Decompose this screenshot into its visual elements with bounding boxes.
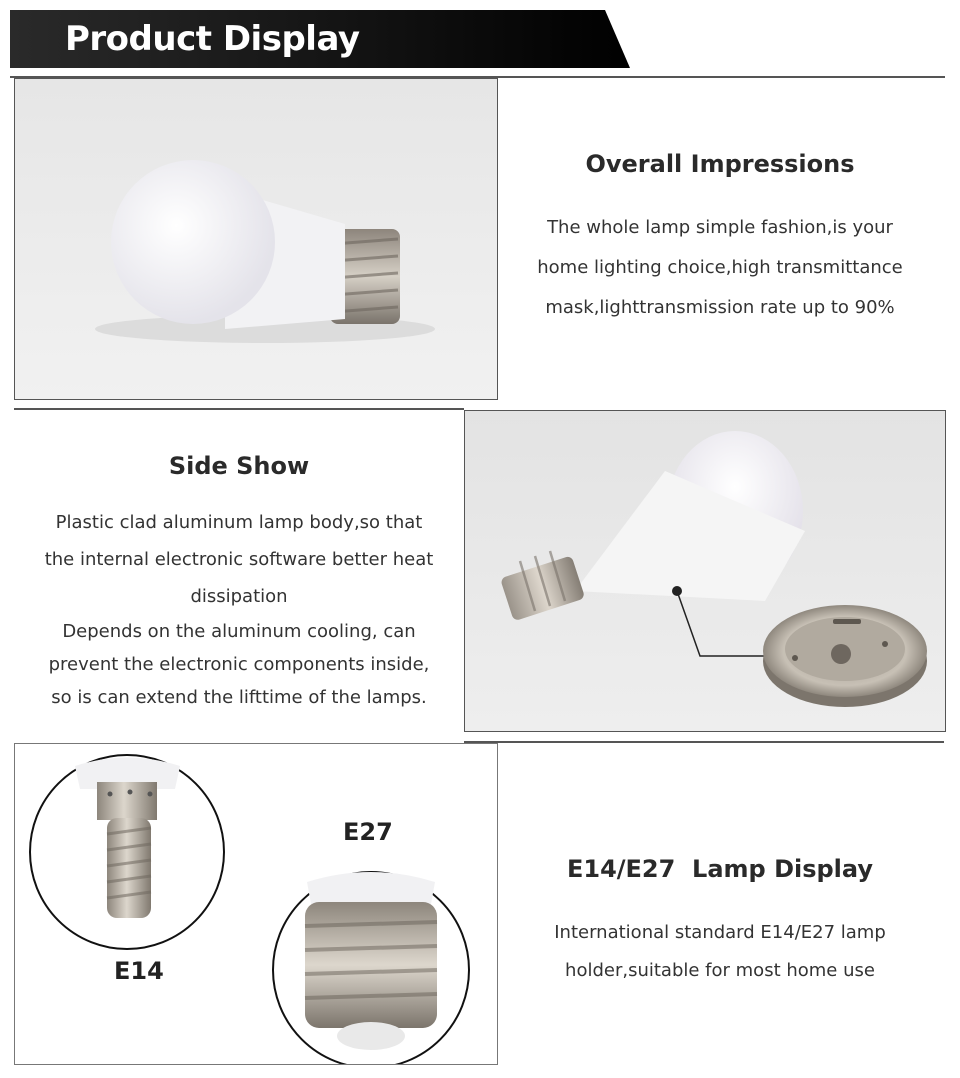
text-line: dissipation [190, 586, 288, 607]
text-line: holder,suitable for most home use [565, 960, 875, 981]
lamp-photo [14, 743, 498, 1065]
header-banner [10, 10, 630, 68]
page-title: Product Display [65, 19, 360, 59]
e27-label: E27 [343, 818, 393, 846]
text-line: prevent the electronic components inside, [48, 654, 430, 675]
side-photo [464, 410, 946, 732]
text-line: Depends on the aluminum cooling, can [62, 621, 416, 642]
text-line: home lighting choice,high transmittance [537, 257, 903, 278]
lamp-title: E14/E27 Lamp Display [566, 855, 874, 883]
overall-text [500, 208, 940, 328]
text-line: The whole lamp simple fashion,is your [547, 217, 893, 238]
overall-title: Overall Impressions [585, 150, 855, 178]
e14-label: E14 [114, 957, 164, 985]
text-line: mask,lighttransmission rate up to 90% [545, 297, 895, 318]
text-line: the internal electronic software better heat [44, 549, 434, 570]
divider [464, 741, 944, 743]
side-text [14, 504, 464, 714]
overall-photo [14, 78, 498, 400]
text-line: Plastic clad aluminum lamp body,so that [55, 512, 423, 533]
lamp-text [500, 914, 940, 990]
text-line: International standard E14/E27 lamp [554, 922, 886, 943]
text-line: so is can extend the lifttime of the lamps. [51, 687, 427, 708]
divider [14, 408, 464, 410]
side-title: Side Show [168, 452, 310, 480]
